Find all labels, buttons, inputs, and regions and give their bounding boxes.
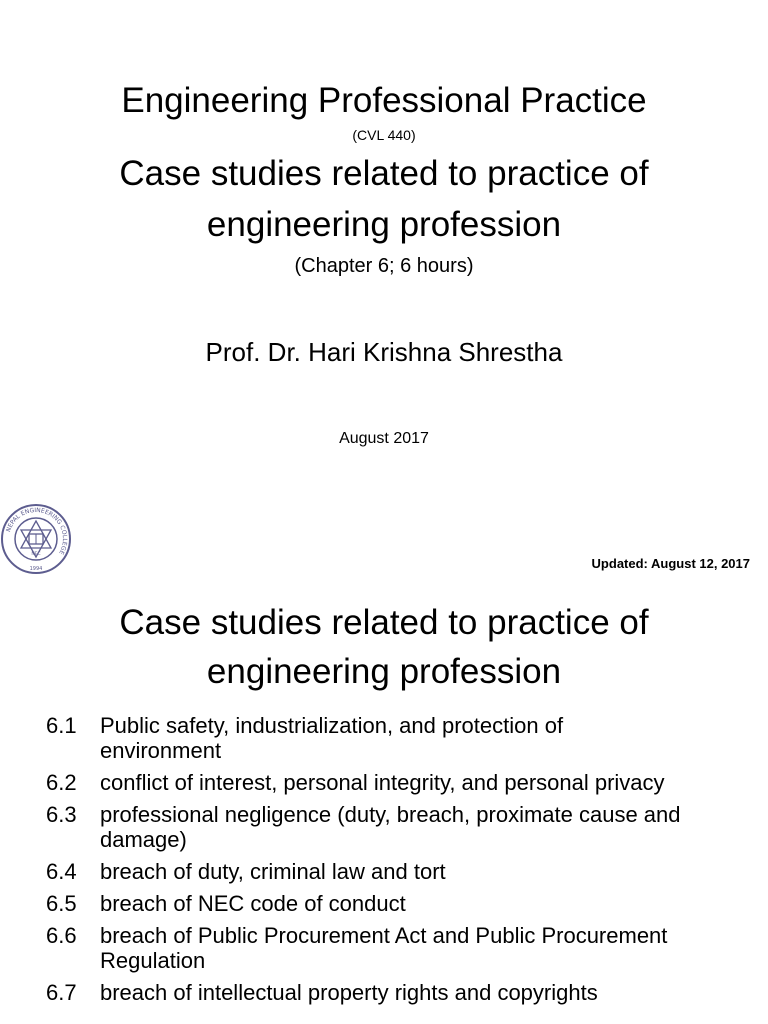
topic-number: 6.4 — [46, 859, 77, 884]
list-item — [46, 802, 746, 852]
topic-text: breach of NEC code of conduct — [100, 891, 406, 916]
author-name: Prof. Dr. Hari Krishna Shrestha — [205, 337, 563, 367]
list-item — [46, 923, 746, 973]
section-title-line-1: Case studies related to practice of — [119, 603, 649, 642]
topic-number: 6.1 — [46, 713, 77, 738]
logo-ring-text: NEPAL ENGINEERING COLLEGE — [5, 506, 69, 556]
topic-number: 6.7 — [46, 980, 77, 1005]
topic-number: 6.6 — [46, 923, 77, 948]
topic-text: breach of Public Procurement Act and Public Procurement Regulation — [100, 923, 668, 973]
logo-year: 1994 — [29, 566, 43, 572]
topic-number: 6.3 — [46, 802, 77, 827]
list-item — [46, 891, 746, 916]
topic-text: breach of duty, criminal law and tort — [100, 859, 446, 884]
topic-text: breach of intellectual property rights and copyrights — [100, 980, 598, 1005]
logo-letters: NEC — [31, 552, 41, 557]
contents-slide — [0, 590, 768, 1024]
topic-text: professional negligence (duty, breach, proximate cause and damage) — [100, 802, 681, 852]
section-title-line-2: engineering profession — [206, 652, 562, 691]
topic-number: 6.2 — [46, 770, 77, 795]
list-item — [46, 770, 746, 795]
subtitle-line-1: Case studies related to practice of — [119, 154, 649, 193]
topic-text: Public safety, industrialization, and protection of environment — [100, 713, 564, 763]
updated-date: Updated: August 12, 2017 — [591, 556, 750, 571]
course-code: (CVL 440) — [352, 127, 416, 143]
topic-list — [46, 713, 746, 1012]
page-title: Engineering Professional Practice — [121, 81, 647, 120]
list-item — [46, 859, 746, 884]
topic-text: conflict of interest, personal integrity, and personal privacy — [100, 770, 665, 795]
list-item — [46, 713, 746, 763]
chapter-info: (Chapter 6; 6 hours) — [294, 255, 474, 277]
presentation-date: August 2017 — [339, 430, 429, 447]
college-logo — [0, 503, 72, 575]
topic-number: 6.5 — [46, 891, 77, 916]
list-item — [46, 980, 746, 1005]
subtitle-line-2: engineering profession — [206, 205, 562, 244]
